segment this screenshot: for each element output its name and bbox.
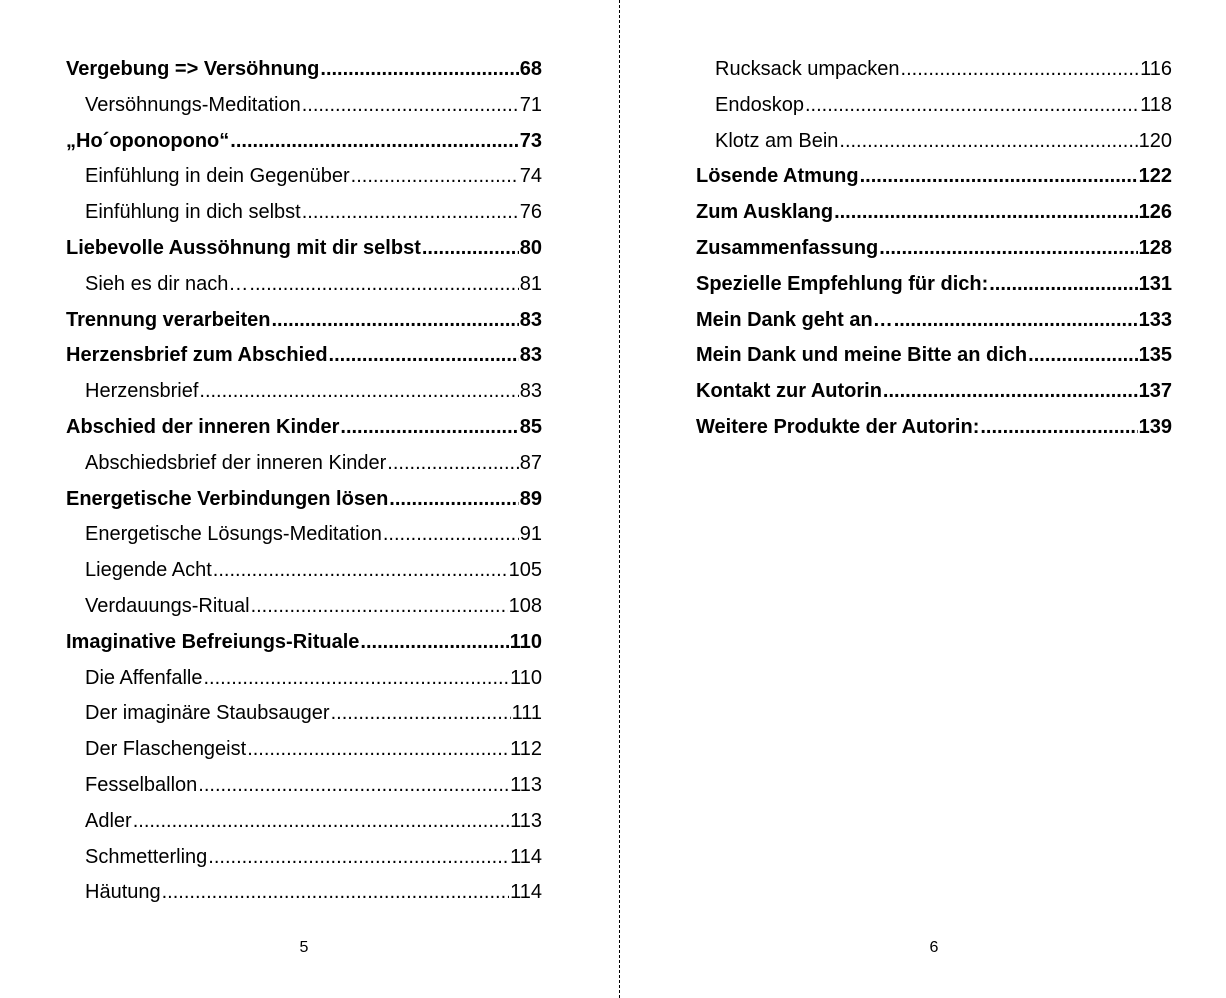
toc-chapter-entry[interactable]	[696, 303, 1172, 339]
dot-leader	[387, 446, 518, 482]
page-number-left: 5	[299, 939, 309, 956]
toc-entry-title: Lösende Atmung	[696, 165, 859, 188]
toc-entry-title: Weitere Produkte der Autorin:	[696, 415, 980, 438]
toc-entry-title: Rucksack umpacken	[715, 58, 900, 80]
toc-section-entry[interactable]	[66, 446, 542, 482]
dot-leader	[133, 804, 509, 840]
dot-leader	[839, 124, 1137, 160]
dot-leader	[320, 52, 518, 88]
toc-entry-page-number: 128	[1138, 236, 1172, 259]
toc-entry-title: Imaginative Befreiungs-Rituale	[66, 630, 360, 653]
toc-entry-title: Herzensbrief	[85, 380, 199, 403]
dot-leader	[208, 840, 509, 876]
toc-entry-title: Zusammenfassung	[696, 236, 879, 259]
toc-entry-page-number: 68	[519, 58, 542, 80]
dot-leader	[251, 589, 508, 625]
dot-leader	[834, 195, 1138, 231]
toc-entry-page-number: 81	[519, 272, 542, 295]
toc-section-entry[interactable]	[66, 732, 542, 768]
dot-leader	[302, 88, 519, 124]
toc-section-entry[interactable]	[66, 88, 542, 124]
toc-chapter-entry[interactable]	[66, 410, 542, 446]
toc-entry-title: Trennung verarbeiten	[66, 308, 271, 331]
toc-entry-page-number: 89	[519, 487, 542, 510]
table-of-contents-right	[696, 52, 1172, 446]
toc-entry-title: Der Flaschengeist	[85, 738, 247, 761]
toc-entry-title: Sieh es dir nach…	[85, 272, 249, 295]
dot-leader	[360, 625, 508, 661]
toc-section-entry[interactable]	[66, 768, 542, 804]
dot-leader	[198, 768, 509, 804]
toc-entry-page-number: 135	[1138, 344, 1172, 367]
toc-section-entry[interactable]	[66, 661, 542, 697]
dot-leader	[980, 410, 1137, 446]
toc-entry-title: Die Affenfalle	[85, 666, 203, 689]
toc-section-entry[interactable]	[66, 195, 542, 231]
dot-leader	[272, 303, 519, 339]
toc-chapter-entry[interactable]	[696, 374, 1172, 410]
toc-entry-page-number: 116	[1140, 58, 1172, 80]
dot-leader	[805, 88, 1139, 124]
toc-entry-page-number: 108	[508, 594, 542, 617]
toc-chapter-entry[interactable]	[696, 195, 1172, 231]
toc-entry-title: Liegende Acht	[85, 559, 212, 582]
toc-chapter-entry[interactable]	[66, 303, 542, 339]
toc-entry-title: Abschied der inneren Kinder	[66, 415, 340, 438]
dot-leader	[389, 482, 518, 518]
dot-leader	[422, 231, 519, 267]
toc-section-entry[interactable]	[66, 374, 542, 410]
toc-entry-page-number: 83	[519, 380, 542, 403]
toc-entry-title: Fesselballon	[85, 773, 198, 796]
toc-entry-page-number: 113	[510, 773, 542, 796]
table-of-contents-left	[66, 52, 542, 911]
toc-entry-title: Abschiedsbrief der inneren Kinder	[85, 451, 387, 474]
toc-entry-title: Adler	[85, 809, 132, 832]
toc-chapter-entry[interactable]	[696, 267, 1172, 303]
toc-section-entry[interactable]	[66, 553, 542, 589]
toc-entry-title: Endoskop	[715, 93, 804, 116]
toc-entry-title: Zum Ausklang	[696, 201, 834, 224]
toc-entry-page-number: 110	[510, 666, 542, 689]
toc-entry-page-number: 114	[510, 881, 542, 904]
right-page	[621, 0, 1226, 998]
dot-leader	[860, 159, 1138, 195]
toc-entry-page-number: 113	[510, 809, 542, 832]
toc-entry-title: Verdauungs-Ritual	[85, 594, 250, 617]
toc-chapter-entry[interactable]	[66, 482, 542, 518]
dot-leader	[894, 303, 1138, 339]
toc-section-entry[interactable]	[66, 267, 542, 303]
toc-entry-title: Klotz am Bein	[715, 129, 839, 152]
page-number-right: 6	[929, 939, 939, 956]
dot-leader	[213, 553, 508, 589]
dot-leader	[199, 374, 518, 410]
toc-entry-page-number: 137	[1138, 380, 1172, 403]
toc-entry-page-number: 110	[509, 630, 542, 653]
toc-chapter-entry[interactable]	[696, 338, 1172, 374]
page-divider	[619, 0, 620, 998]
toc-entry-title: Vergebung => Versöhnung	[66, 58, 320, 80]
toc-entry-page-number: 131	[1138, 272, 1172, 295]
toc-entry-title: Herzensbrief zum Abschied	[66, 344, 328, 367]
toc-entry-page-number: 111	[511, 702, 542, 725]
toc-entry-page-number: 85	[519, 415, 542, 438]
dot-leader	[879, 231, 1137, 267]
dot-leader	[901, 52, 1140, 88]
toc-entry-title: Der imaginäre Staubsauger	[85, 702, 330, 725]
dot-leader	[247, 732, 509, 768]
toc-section-entry[interactable]	[66, 696, 542, 732]
dot-leader	[989, 267, 1137, 303]
toc-entry-page-number: 118	[1140, 93, 1172, 116]
toc-entry-page-number: 74	[519, 165, 542, 188]
toc-chapter-entry[interactable]	[66, 52, 542, 88]
toc-section-entry[interactable]	[66, 589, 542, 625]
toc-entry-title: Mein Dank geht an…	[696, 308, 893, 331]
dot-leader	[340, 410, 518, 446]
toc-section-entry[interactable]	[66, 804, 542, 840]
toc-entry-page-number: 120	[1138, 129, 1172, 152]
toc-chapter-entry[interactable]	[696, 159, 1172, 195]
toc-entry-title: „Ho´oponopono“	[66, 129, 230, 152]
dot-leader	[383, 517, 519, 553]
toc-entry-page-number: 87	[519, 451, 542, 474]
toc-section-entry[interactable]	[66, 875, 542, 911]
toc-chapter-entry[interactable]	[66, 338, 542, 374]
toc-section-entry[interactable]	[696, 124, 1172, 160]
toc-entry-title: Einfühlung in dein Gegenüber	[85, 165, 350, 188]
toc-entry-page-number: 73	[519, 129, 542, 152]
toc-entry-title: Schmetterling	[85, 845, 208, 868]
toc-entry-title: Energetische Verbindungen lösen	[66, 487, 389, 510]
toc-chapter-entry[interactable]	[66, 625, 542, 661]
toc-entry-page-number: 83	[519, 308, 542, 331]
toc-entry-page-number: 122	[1138, 165, 1172, 188]
toc-entry-title: Häutung	[85, 881, 161, 904]
toc-entry-page-number: 114	[510, 845, 542, 868]
toc-entry-page-number: 83	[519, 344, 542, 367]
toc-entry-title: Mein Dank und meine Bitte an dich	[696, 344, 1028, 367]
toc-entry-title: Spezielle Empfehlung für dich:	[696, 272, 989, 295]
toc-entry-page-number: 80	[519, 236, 542, 259]
dot-leader	[329, 338, 519, 374]
toc-entry-title: Energetische Lösungs-Meditation	[85, 523, 382, 546]
toc-entry-page-number: 105	[508, 559, 542, 582]
toc-chapter-entry[interactable]	[696, 410, 1172, 446]
toc-entry-title: Versöhnungs-Meditation	[85, 93, 301, 116]
dot-leader	[249, 267, 518, 303]
toc-entry-page-number: 76	[519, 201, 542, 224]
dot-leader	[331, 696, 511, 732]
toc-entry-page-number: 133	[1138, 308, 1172, 331]
toc-entry-title: Einfühlung in dich selbst	[85, 201, 301, 224]
dot-leader	[162, 875, 509, 911]
toc-entry-page-number: 139	[1138, 415, 1172, 438]
toc-chapter-entry[interactable]	[696, 231, 1172, 267]
toc-entry-page-number: 126	[1138, 201, 1172, 224]
toc-section-entry[interactable]	[66, 159, 542, 195]
dot-leader	[351, 159, 519, 195]
toc-section-entry[interactable]	[696, 52, 1172, 88]
toc-section-entry[interactable]	[66, 840, 542, 876]
toc-section-entry[interactable]	[66, 517, 542, 553]
dot-leader	[1028, 338, 1137, 374]
toc-entry-title: Kontakt zur Autorin	[696, 380, 882, 403]
toc-chapter-entry[interactable]	[66, 231, 542, 267]
toc-entry-page-number: 112	[510, 738, 542, 761]
toc-entry-page-number: 71	[519, 93, 542, 116]
toc-entry-page-number: 91	[519, 523, 542, 546]
dot-leader	[883, 374, 1138, 410]
toc-section-entry[interactable]	[696, 88, 1172, 124]
dot-leader	[230, 124, 518, 160]
dot-leader	[204, 661, 510, 697]
toc-entry-title: Liebevolle Aussöhnung mit dir selbst	[66, 236, 421, 259]
dot-leader	[302, 195, 519, 231]
toc-chapter-entry[interactable]	[66, 124, 542, 160]
